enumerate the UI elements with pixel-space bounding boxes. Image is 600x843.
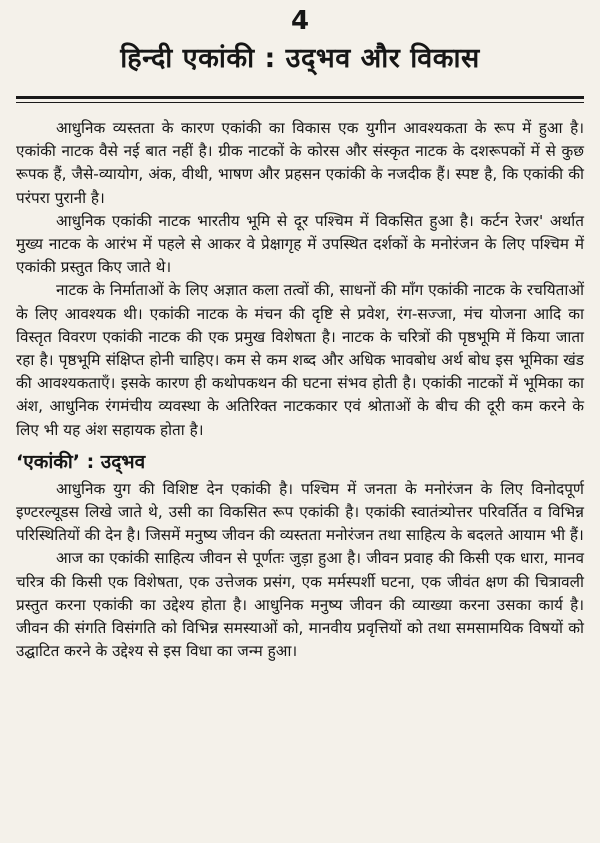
section-heading: ‘एकांकी’ : उद्‌भव: [16, 450, 146, 473]
paragraph: आज का एकांकी साहित्य जीवन से पूर्णतः जुड़ा हुआ है। जीवन प्रवाह की किसी एक धारा, मानव चरित्र की किसी एक विशेषता, एक उत्तेजक प्रसंग, एक मर्मस्पर्शी घटना, एक जीवंत क्षण की चित्रावली प्रस्तुत करना एकांकी का उद्देश्य होता है। आधुनिक मनुष्य जीवन की व्याख्या करना उसका कार्य है। जीवन की संगति विसंगति को विभिन्न समस्याओं को, मानवीय प्रवृत्तियों को तथा समसामयिक विषयों को उद्घाटित करने के उद्देश्य से इस विधा का जन्म हुआ।: [16, 549, 584, 661]
paragraph: नाटक के निर्माताओं के लिए अज्ञात कला तत्वों की, साधनों की माँग एकांकी नाटक के रचयिताओं के लिए आवश्यक थी। एकांकी नाटक के मंचन की दृष्टि से प्रवेश, रंग-सज्जा, मंच योजना आदि का विस्तृत विवरण एकांकी नाटक की एक प्रमुख विशेषता है। नाटक के चरित्रों की पृष्ठभूमि में किया जाता रहा है। पृष्ठभूमि संक्षिप्त होनी चाहिए। कम से कम शब्द और अधिक भावबोध अर्थ बोध इस भूमिका खंड की आवश्यकताएँ। इसके कारण ही कथोपकथन की घटना संभव होती है। एकांकी नाटकों में भूमिका का अंश, आधुनिक रंगमंचीय व्यवस्था के अतिरिक्त नाटककार एवं श्रोताओं के बीच की दूरी कम करने के लिए भी यह अंश सहायक होता है।: [16, 281, 584, 439]
title-rule-thick: [16, 96, 584, 99]
paragraph: आधुनिक युग की विशिष्ट देन एकांकी है। पश्चिम में जनता के मनोरंजन के लिए विनोदपूर्ण इण्टरल्यूडस लिखे जाते थे, उसी का विकसित रूप एकांकी है। एकांकी स्वातंत्र्योत्तर परिवर्तित व विभिन्न परिस्थितियों की देन है। जिसमें मनुष्य जीवन की व्यस्तता मनोरंजन तथा साहित्य के बदलते आयाम भी हैं।: [16, 479, 584, 545]
body-text: [16, 117, 584, 663]
chapter-title: हिन्दी एकांकी : उद्‌भव और विकास: [120, 43, 480, 74]
chapter-number: 4: [290, 6, 310, 36]
title-rule-thin: [16, 102, 584, 103]
paragraph: आधुनिक एकांकी नाटक भारतीय भूमि से दूर पश्चिम में विकसित हुआ है। कर्टन रेजर' अर्थात मुख्य नाटक के आरंभ में पहले से आकर वे प्रेक्षागृह में उपस्थित दर्शकों के मनोरंजन के लिए पश्चिम में एकांकी प्रस्तुत किए जाते थे।: [16, 211, 584, 277]
paragraph: आधुनिक व्यस्तता के कारण एकांकी का विकास एक युगीन आवश्यकता के रूप में हुआ है। एकांकी नाटक वैसे नई बात नहीं है। ग्रीक नाटकों के कोरस और संस्कृत नाटक के दशरूपकों में से कुछ रूपक हैं, जैसे-व्यायोग, अंक, वीथी, भाषण और प्रहसन एकांकी के नजदीक हैं। स्पष्ट है, कि एकांकी की परंपरा पुरानी है।: [16, 119, 584, 207]
